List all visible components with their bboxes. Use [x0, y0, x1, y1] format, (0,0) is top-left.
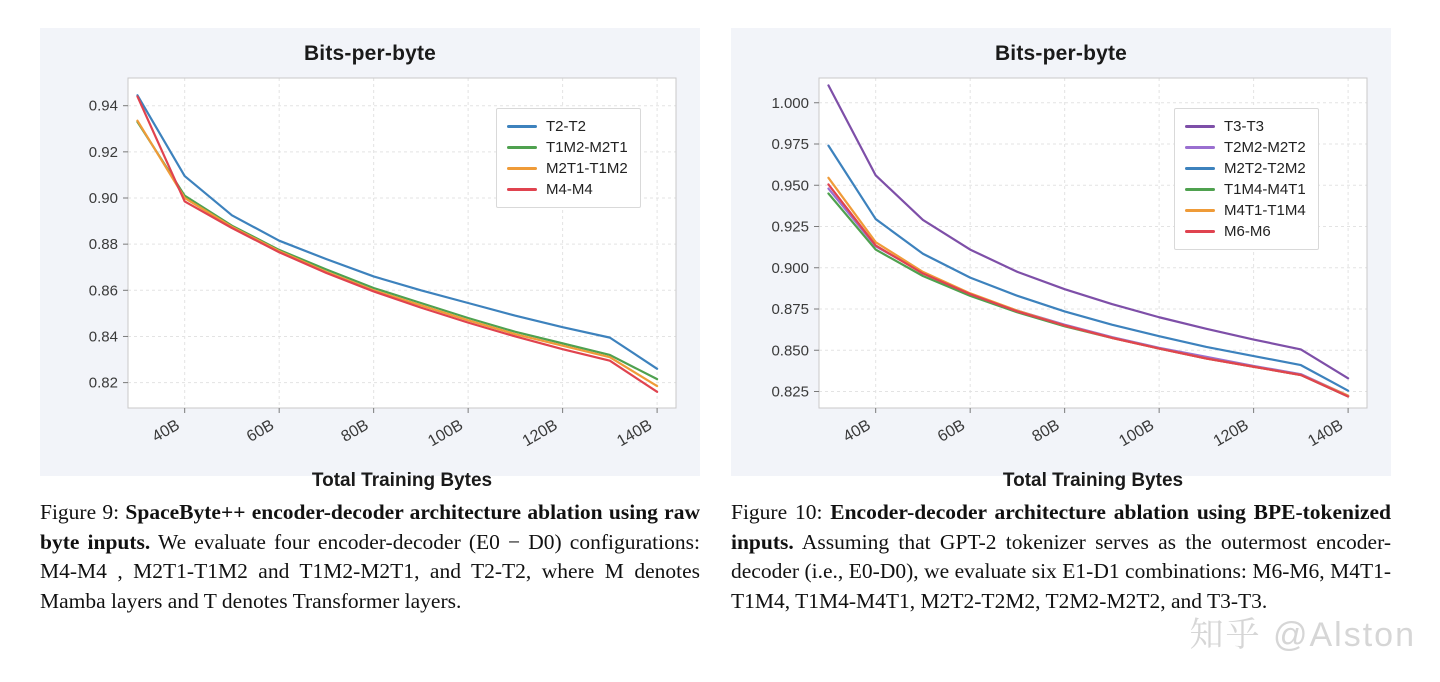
figure-9-column — [40, 28, 709, 654]
figure-9-legend — [496, 108, 641, 208]
legend-item — [1185, 200, 1306, 221]
figure-10-legend — [1174, 108, 1319, 250]
legend-label: M6-M6 — [1224, 223, 1271, 240]
legend-swatch-icon — [1185, 146, 1215, 149]
legend-swatch-icon — [507, 146, 537, 149]
svg-text:100B: 100B — [1116, 416, 1158, 451]
legend-label: T2-T2 — [546, 118, 587, 135]
svg-text:0.950: 0.950 — [771, 177, 809, 195]
legend-swatch-icon — [1185, 209, 1215, 212]
legend-item — [1185, 158, 1306, 179]
legend-item — [507, 116, 628, 137]
figure-9-plot-area — [40, 28, 700, 491]
figure-10-plot-area — [731, 28, 1391, 491]
legend-swatch-icon — [1185, 230, 1215, 233]
legend-label: T2M2-M2T2 — [1224, 139, 1306, 156]
figure-10-title: Bits-per-byte — [994, 42, 1128, 65]
legend-label: T1M2-M2T1 — [546, 139, 628, 156]
svg-text:0.92: 0.92 — [88, 143, 118, 161]
legend-item — [507, 179, 628, 200]
figure-9-svg — [40, 28, 700, 491]
svg-text:140B: 140B — [1305, 416, 1347, 451]
svg-text:60B: 60B — [244, 416, 278, 446]
legend-label: M2T1-T1M2 — [546, 160, 628, 177]
svg-text:140B: 140B — [614, 416, 656, 451]
legend-label: T1M4-M4T1 — [1224, 181, 1306, 198]
svg-text:120B: 120B — [519, 416, 561, 451]
figure-10-column — [731, 28, 1400, 654]
svg-text:60B: 60B — [935, 416, 969, 446]
svg-text:0.84: 0.84 — [88, 328, 118, 346]
svg-text:0.82: 0.82 — [88, 374, 118, 392]
legend-item — [1185, 137, 1306, 158]
legend-item — [507, 137, 628, 158]
svg-text:0.850: 0.850 — [771, 342, 809, 360]
svg-text:80B: 80B — [1029, 416, 1063, 446]
legend-label: M4T1-T1M4 — [1224, 202, 1306, 219]
legend-label: T3-T3 — [1224, 118, 1265, 135]
legend-swatch-icon — [507, 188, 537, 191]
figure-9-caption-bold: SpaceByte++ encoder-decoder architecture ablation using raw byte inputs. — [40, 500, 701, 554]
figure-10-svg — [731, 28, 1391, 491]
figure-10-caption — [731, 498, 1391, 617]
svg-text:Total Training Bytes: Total Training Bytes — [311, 470, 493, 491]
svg-text:0.88: 0.88 — [88, 236, 118, 254]
svg-text:0.900: 0.900 — [771, 259, 809, 277]
legend-item — [507, 158, 628, 179]
figure-9-canvas — [40, 28, 700, 491]
figure-10-caption-label: Figure 10: — [731, 500, 823, 524]
svg-text:0.94: 0.94 — [88, 97, 118, 115]
legend-swatch-icon — [507, 167, 537, 170]
svg-text:0.925: 0.925 — [771, 218, 809, 236]
legend-swatch-icon — [1185, 188, 1215, 191]
legend-label: M2T2-T2M2 — [1224, 160, 1306, 177]
svg-text:0.90: 0.90 — [88, 190, 118, 207]
svg-text:40B: 40B — [840, 416, 874, 446]
svg-text:1.000: 1.000 — [771, 94, 809, 112]
svg-text:Total Training Bytes: Total Training Bytes — [1002, 470, 1184, 491]
svg-text:80B: 80B — [338, 416, 372, 446]
svg-text:40B: 40B — [149, 416, 183, 446]
legend-swatch-icon — [507, 125, 537, 128]
svg-text:0.825: 0.825 — [771, 383, 809, 401]
legend-item — [1185, 221, 1306, 242]
legend-item — [1185, 179, 1306, 200]
legend-label: M4-M4 — [546, 181, 593, 198]
figure-10-caption-rest: Assuming that GPT-2 tokenizer serves as the outermost encoder-decoder (i.e., E0-D0), we evaluate six E1-D1 combinations: M6-M6, M4T1-T1M4, T1M4-M4T1, M2T2-T2M2, T2M2-M2T2, and T3-T3. — [731, 529, 1391, 613]
figure-9-caption-label: Figure 9: — [40, 500, 120, 524]
figure-9-title: Bits-per-byte — [303, 42, 437, 65]
svg-text:100B: 100B — [425, 416, 467, 451]
watermark: 知乎 @Alston — [1189, 616, 1416, 654]
figure-10-caption-bold: Encoder-decoder architecture ablation using BPE-tokenized inputs. — [731, 500, 1391, 554]
svg-text:0.975: 0.975 — [771, 136, 809, 153]
figure-9-caption — [40, 498, 700, 617]
legend-swatch-icon — [1185, 125, 1215, 128]
svg-text:0.86: 0.86 — [88, 282, 118, 300]
figure-10-canvas — [731, 28, 1391, 491]
svg-text:120B: 120B — [1210, 416, 1252, 451]
figure-9-caption-rest: We evaluate four encoder-decoder (E0 − D0) configurations: M4-M4 , M2T1-T1M2 and T1M2-M2T1, and T2-T2, where M denotes Mamba layers and T denotes Transformer layers. — [40, 529, 700, 613]
legend-swatch-icon — [1185, 167, 1215, 170]
svg-text:0.875: 0.875 — [771, 301, 809, 318]
legend-item — [1185, 116, 1306, 137]
